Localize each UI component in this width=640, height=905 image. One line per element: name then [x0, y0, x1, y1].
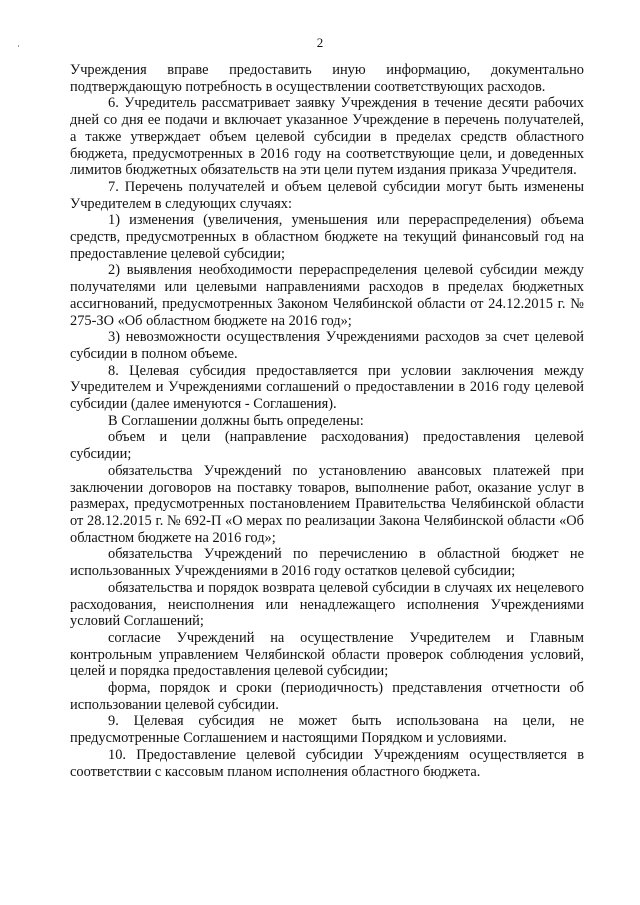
paragraph-item-9: 9. Целевая субсидия не может быть использована на цели, не предусмотренные Соглашением и настоящими Порядком и условиями. — [70, 713, 584, 747]
agreement-term-audit-consent: согласие Учреждений на осуществление Учредителем и Главным контрольным управлением Челябинской области проверок соблюдения условий, целей и порядка предоставления целевой субсидии; — [70, 629, 584, 680]
agreement-term-return: обязательства и порядок возврата целевой субсидии в случаях их нецелевого расходования, неисполнения или ненадлежащего исполнения Учреждениями условий Соглашений; — [70, 579, 584, 630]
page-number: 2 — [316, 35, 324, 50]
agreement-term-volume: объем и цели (направление расходования) предоставления целевой субсидии; — [70, 429, 584, 463]
agreement-term-reporting: форма, порядок и сроки (периодичность) представления отчетности об использовании целевой субсидии. — [70, 680, 584, 713]
paragraph-item-6: 6. Учредитель рассматривает заявку Учреждения в течение десяти рабочих дней со дня ее подачи и включает указанное Учреждение в перечень получателей, а также утверждает объем целевой субсидии в пределах средств областного бюджета, предусмотренных в 2016 году на соответствующие цели, и доведенных лимитов бюджетных обязательств на эти цели путем издания приказа Учредителя. — [70, 95, 584, 179]
paragraph-item-8: 8. Целевая субсидия предоставляется при условии заключения между Учредителем и Учреждениями соглашений о предоставлении в 2016 году целевой субсидии (далее именуются - Соглашения). — [70, 362, 584, 413]
paragraph-item-10: 10. Предоставление целевой субсидии Учреждениям осуществляется в соответствии с кассовым планом исполнения областного бюджета. — [70, 746, 584, 780]
agreement-term-remainder-transfer: обязательства Учреждений по перечислению в областной бюджет не использованных Учреждениями в 2016 году остатков целевой субсидии; — [70, 546, 584, 580]
subparagraph-7-3: 3) невозможности осуществления Учреждениями расходов за счет целевой субсидии в полном объеме. — [70, 329, 584, 362]
agreement-terms-intro: В Соглашении должны быть определены: — [108, 412, 364, 429]
paragraph-continuation: Учреждения вправе предоставить иную информацию, документально подтверждающую потребность в осуществлении соответствующих расходов. — [70, 62, 584, 95]
paragraph-item-7: 7. Перечень получателей и объем целевой субсидии могут быть изменены Учредителем в следующих случаях: — [70, 178, 584, 212]
subparagraph-7-2: 2) выявления необходимости перераспределения целевой субсидии между получателями или целевыми направлениями расходов в пределах бюджетных ассигнований, предусмотренных Законом Челябинской области от 24.12.2015 г. № 275-ЗО «Об областном бюджете на 2016 год»; — [70, 262, 584, 329]
document-body — [70, 62, 584, 780]
agreement-term-advance-payments: обязательства Учреждений по установлению авансовых платежей при заключении договоров на поставку товаров, выполнение работ, оказание услуг в размерах, предусмотренных постановлением Правительства Челябинской области от 28.12.2015 г. № 692-П «О мерах по реализации Закона Челябинской области «Об областном бюджете на 2016 год»; — [70, 462, 584, 546]
subparagraph-7-1: 1) изменения (увеличения, уменьшения или перераспределения) объема средств, предусмотренных в областном бюджете на текущий финансовый год на предоставление целевой субсидии; — [70, 212, 584, 262]
